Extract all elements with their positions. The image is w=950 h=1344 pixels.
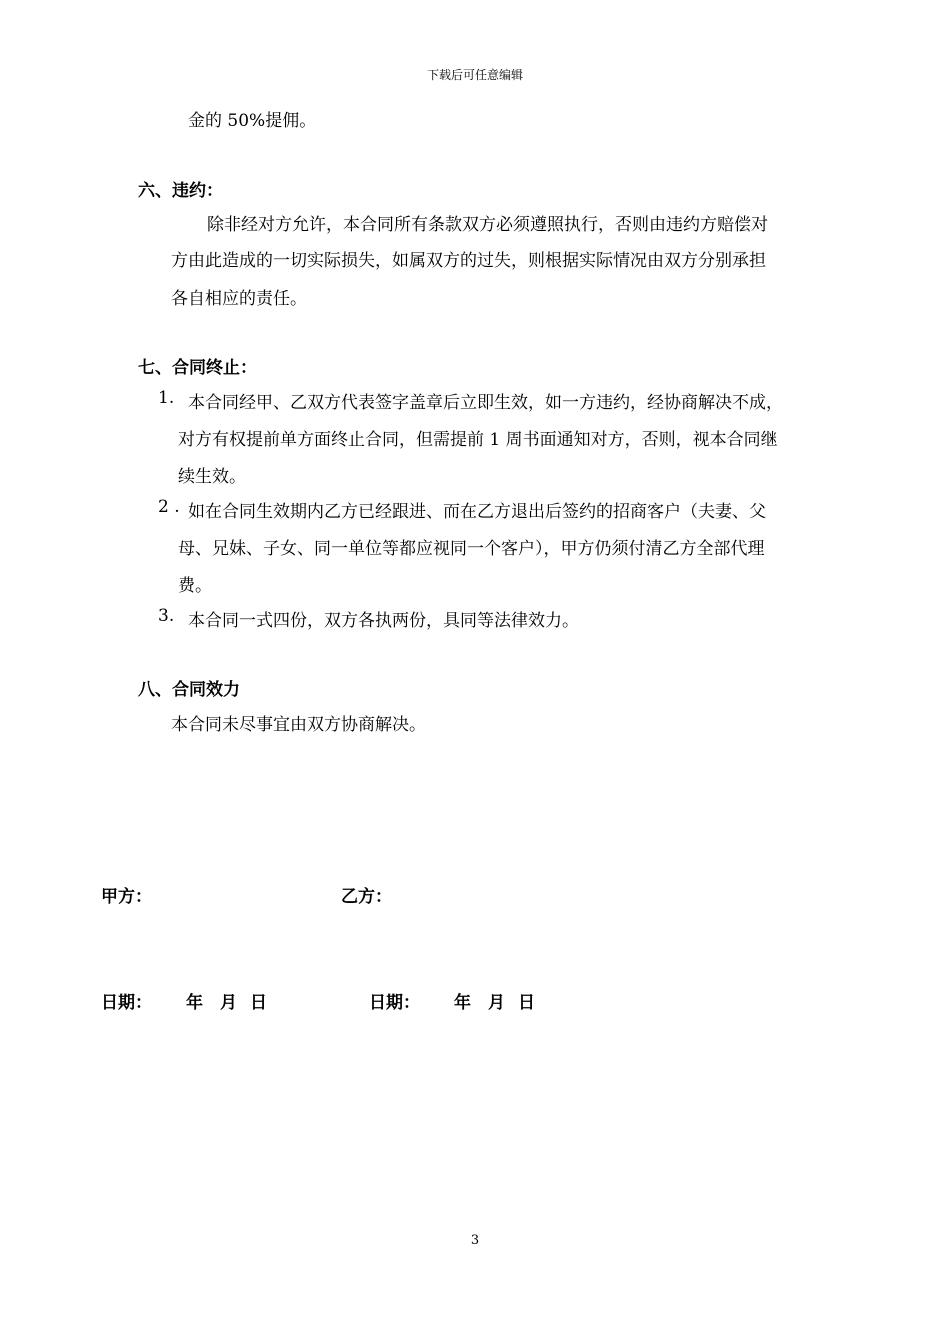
section-6-title: 六、违约：: [138, 181, 223, 201]
page-header: 下载后可任意编辑: [426, 68, 523, 82]
date-a-year: 年: [186, 993, 203, 1013]
party-b-label: 乙方：: [341, 887, 392, 907]
item-3-line-1: 本合同一式四份，双方各执两份，具同等法律效力。: [188, 611, 579, 631]
section-7-title: 七、合同终止：: [138, 358, 257, 378]
page-number: 3: [470, 1233, 480, 1248]
item-1-line-3: 续生效。: [178, 467, 246, 487]
section-8-title: 八、合同效力: [138, 680, 240, 700]
item-2-line-2: 母、兄妹、子女、同一单位等都应视同一个客户），甲方仍须付清乙方全部代理: [178, 539, 765, 559]
item-2-line-1: 如在合同生效期内乙方已经跟进、而在乙方退出后签约的招商客户（夫妻、父: [188, 502, 766, 522]
continuation-text: 金的 50%提佣。: [188, 111, 317, 131]
item-2-line-3: 费。: [178, 576, 212, 596]
item-2-number: 2 .: [158, 497, 180, 517]
section-6-line-3: 各自相应的责任。: [171, 289, 307, 309]
date-b-year: 年: [454, 993, 471, 1013]
item-1-number: 1.: [158, 388, 175, 408]
date-a-month: 月: [220, 993, 237, 1013]
party-a-label: 甲方：: [101, 887, 152, 907]
date-b-label: 日期：: [369, 993, 420, 1013]
item-3-number: 3.: [158, 606, 175, 626]
section-8-line: 本合同未尽事宜由双方协商解决。: [171, 715, 426, 735]
date-a-day: 日: [250, 993, 267, 1013]
date-b-day: 日: [518, 993, 535, 1013]
item-1-line-1: 本合同经甲、乙双方代表签字盖章后立即生效，如一方违约，经协商解决不成，: [188, 393, 783, 413]
section-6-line-1: 除非经对方允许，本合同所有条款双方必须遵照执行，否则由违约方赔偿对: [207, 215, 768, 235]
section-6-line-2: 方由此造成的一切实际损失，如属双方的过失，则根据实际情况由双方分别承担: [171, 251, 766, 271]
item-1-line-2: 对方有权提前单方面终止合同，但需提前 1 周书面通知对方，否则，视本合同继: [178, 430, 778, 450]
date-b-month: 月: [488, 993, 505, 1013]
date-a-label: 日期：: [101, 993, 152, 1013]
